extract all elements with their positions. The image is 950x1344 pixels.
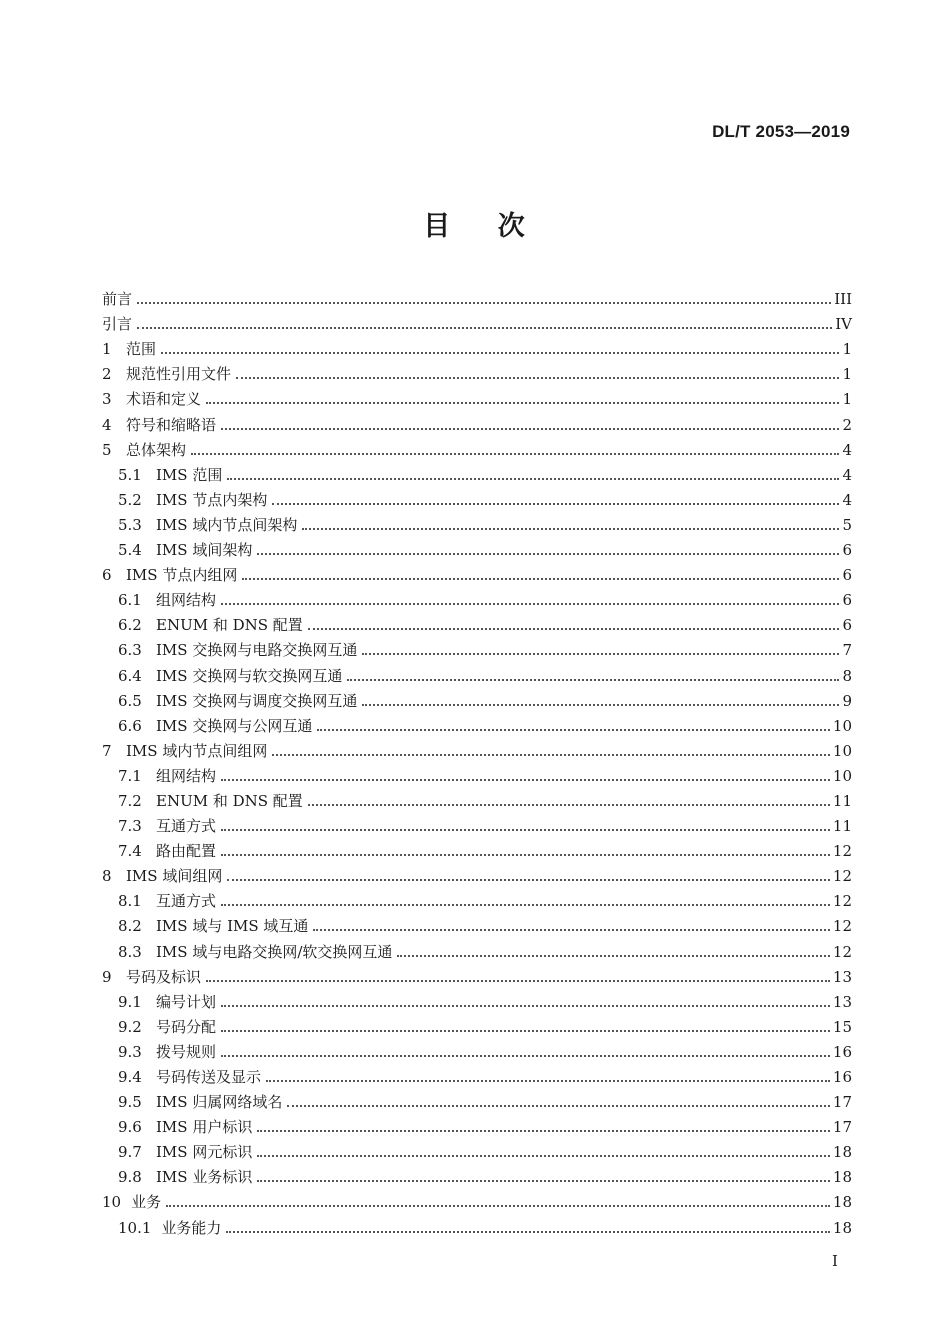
toc-entry[interactable] <box>102 1187 852 1212</box>
toc-entry[interactable] <box>102 987 852 1012</box>
toc-entry-number: 2 <box>102 365 112 384</box>
toc-entry-title: 互通方式 <box>156 892 217 911</box>
toc-dot-leader <box>266 1080 830 1082</box>
toc-dot-leader <box>308 628 839 630</box>
page-title: 目 次 <box>423 211 527 242</box>
toc-entry-page: 10 <box>832 766 852 785</box>
toc-entry[interactable] <box>102 284 852 309</box>
page-number: I <box>832 1252 838 1270</box>
toc-entry[interactable] <box>102 560 852 585</box>
toc-entry-number: 6.1 <box>118 591 142 610</box>
toc-entry-number: 6 <box>102 566 112 585</box>
toc-entry-title: 符号和缩略语 <box>126 415 217 434</box>
toc-entry-title: 号码分配 <box>156 1017 217 1036</box>
toc-entry-title: 前言 <box>102 290 133 309</box>
toc-entry-page: 12 <box>832 892 852 911</box>
toc-entry-title: IMS 域内节点间架构 <box>156 515 298 534</box>
toc-entry-number: 10 <box>102 1193 122 1212</box>
toc-entry[interactable] <box>102 1037 852 1062</box>
toc-entry-page: 18 <box>832 1143 852 1162</box>
toc-entry-number: 9 <box>102 967 112 986</box>
toc-entry[interactable] <box>102 409 852 434</box>
toc-dot-leader <box>221 854 830 856</box>
toc-dot-leader <box>242 578 839 580</box>
toc-entry-number: 9.7 <box>118 1143 142 1162</box>
toc-entry-number: 7.4 <box>118 842 142 861</box>
toc-entry-title: IMS 交换网与软交换网互通 <box>156 666 343 685</box>
toc-entry[interactable] <box>102 811 852 836</box>
toc-dot-leader <box>308 804 830 806</box>
toc-entry-number: 7.3 <box>118 817 142 836</box>
toc-entry[interactable] <box>102 1087 852 1112</box>
toc-entry-page: 12 <box>832 942 852 961</box>
toc-entry-title: IMS 交换网与电路交换网互通 <box>156 641 358 660</box>
toc-entry-title: 规范性引用文件 <box>126 365 232 384</box>
table-of-contents <box>102 284 852 1238</box>
toc-entry-title: 号码传送及显示 <box>156 1068 262 1086</box>
toc-entry-page: 2 <box>842 415 852 434</box>
toc-dot-leader <box>166 1205 830 1207</box>
toc-entry-page: 12 <box>832 917 852 936</box>
toc-entry[interactable] <box>102 1212 852 1237</box>
toc-entry-page: 4 <box>842 465 852 484</box>
toc-entry-number: 5.3 <box>118 515 142 534</box>
toc-entry-number: 7.1 <box>118 766 142 785</box>
toc-entry-title: IMS 交换网与调度交换网互通 <box>156 691 358 710</box>
toc-entry[interactable] <box>102 711 852 736</box>
toc-dot-leader <box>257 1130 830 1132</box>
toc-entry-number: 6.6 <box>118 716 142 735</box>
toc-dot-leader <box>227 478 839 480</box>
toc-entry-page: 17 <box>832 1118 852 1137</box>
toc-dot-leader <box>221 1055 830 1057</box>
toc-entry-page: 5 <box>842 515 852 534</box>
toc-entry-number: 8.1 <box>118 892 142 911</box>
toc-entry[interactable] <box>102 535 852 560</box>
toc-entry-page: 8 <box>842 666 852 685</box>
toc-entry[interactable] <box>102 836 852 861</box>
toc-entry-page: 10 <box>832 741 852 760</box>
toc-entry-page: 12 <box>832 867 852 886</box>
toc-entry-title: ENUM 和 DNS 配置 <box>156 616 303 635</box>
toc-entry[interactable] <box>102 962 852 987</box>
toc-entry-title: 编号计划 <box>156 992 217 1011</box>
toc-entry[interactable] <box>102 585 852 610</box>
toc-entry-title: IMS 交换网与公网互通 <box>156 716 313 735</box>
toc-entry-number: 5.2 <box>118 490 142 509</box>
toc-dot-leader <box>191 453 839 455</box>
toc-entry-title: IMS 节点内架构 <box>156 490 268 509</box>
toc-dot-leader <box>272 503 839 505</box>
toc-entry-title: IMS 域与 IMS 域互通 <box>156 917 309 936</box>
toc-entry-title: 术语和定义 <box>126 390 202 409</box>
toc-entry-title: 拨号规则 <box>156 1042 217 1061</box>
toc-dot-leader <box>257 1180 830 1182</box>
toc-entry-number: 9.3 <box>118 1042 142 1061</box>
toc-entry[interactable] <box>102 936 852 961</box>
toc-entry[interactable] <box>102 686 852 711</box>
toc-entry[interactable] <box>102 510 852 535</box>
toc-entry-page: 6 <box>842 566 852 585</box>
toc-entry-page: 18 <box>832 1193 852 1212</box>
toc-entry[interactable] <box>102 1137 852 1162</box>
toc-dot-leader <box>362 704 839 706</box>
toc-entry[interactable] <box>102 359 852 384</box>
toc-dot-leader <box>257 553 839 555</box>
toc-entry-number: 9.8 <box>118 1168 142 1187</box>
toc-entry-number: 5.1 <box>118 465 142 484</box>
toc-entry-title: IMS 域间架构 <box>156 541 253 560</box>
toc-entry-page: 1 <box>842 365 852 384</box>
toc-entry-page: 6 <box>842 541 852 560</box>
toc-entry-page: 1 <box>842 340 852 359</box>
toc-entry-title: 号码及标识 <box>126 967 202 986</box>
toc-entry[interactable] <box>102 1162 852 1187</box>
toc-dot-leader <box>137 302 831 304</box>
toc-entry-title: IMS 用户标识 <box>156 1118 253 1137</box>
toc-entry-number: 10.1 <box>118 1218 152 1237</box>
toc-dot-leader <box>221 1030 830 1032</box>
toc-entry-page: 10 <box>832 716 852 735</box>
toc-dot-leader <box>287 1105 830 1107</box>
toc-entry-title: IMS 网元标识 <box>156 1143 253 1162</box>
toc-dot-leader <box>313 929 829 931</box>
toc-entry-title: 范围 <box>126 340 157 359</box>
toc-dot-leader <box>227 879 830 881</box>
toc-entry-title: IMS 业务标识 <box>156 1168 253 1187</box>
toc-dot-leader <box>221 779 830 781</box>
document-number: DL/T 2053—2019 <box>712 122 850 141</box>
toc-entry[interactable] <box>102 1012 852 1037</box>
toc-entry-number: 9.2 <box>118 1017 142 1036</box>
toc-entry[interactable] <box>102 736 852 761</box>
toc-dot-leader <box>221 1005 830 1007</box>
toc-entry[interactable] <box>102 435 852 460</box>
toc-entry-number: 6.2 <box>118 616 142 635</box>
toc-entry-page: 9 <box>842 691 852 710</box>
toc-entry-page: 4 <box>842 490 852 509</box>
toc-entry-title: 业务 <box>131 1193 162 1212</box>
toc-entry-title: IMS 域与电路交换网/软交换网互通 <box>156 942 393 961</box>
toc-dot-leader <box>221 904 830 906</box>
toc-entry[interactable] <box>102 1112 852 1137</box>
toc-dot-leader <box>347 679 839 681</box>
toc-entry[interactable] <box>102 761 852 786</box>
toc-entry-number: 8.3 <box>118 942 142 961</box>
toc-entry-page: 13 <box>832 992 852 1011</box>
toc-entry[interactable] <box>102 1062 852 1087</box>
toc-entry-number: 7.2 <box>118 791 142 810</box>
toc-entry[interactable] <box>102 635 852 660</box>
toc-dot-leader <box>206 980 830 982</box>
toc-dot-leader <box>397 955 830 957</box>
toc-entry[interactable] <box>102 485 852 510</box>
toc-entry-page: 15 <box>832 1017 852 1036</box>
toc-entry-number: 5.4 <box>118 541 142 560</box>
toc-entry[interactable] <box>102 460 852 485</box>
toc-entry-page: 11 <box>832 817 852 836</box>
toc-entry-page: 4 <box>842 440 852 459</box>
toc-entry-page: 17 <box>832 1093 852 1112</box>
toc-entry-page: 13 <box>832 967 852 986</box>
toc-entry-title: 组网结构 <box>156 766 217 785</box>
toc-entry[interactable] <box>102 610 852 635</box>
toc-entry-number: 9.4 <box>118 1068 142 1086</box>
toc-entry-page: III <box>834 290 852 309</box>
toc-entry-page: 18 <box>832 1168 852 1187</box>
toc-dot-leader <box>302 528 839 530</box>
toc-entry-title: 总体架构 <box>126 440 187 459</box>
toc-entry[interactable] <box>102 886 852 911</box>
toc-entry-title: IMS 节点内组网 <box>126 566 238 585</box>
toc-entry-number: 9.5 <box>118 1093 142 1112</box>
toc-entry-page: 11 <box>832 791 852 810</box>
toc-entry-page: 6 <box>842 591 852 610</box>
toc-dot-leader <box>236 377 839 379</box>
toc-dot-leader <box>161 352 839 354</box>
toc-entry-page: 12 <box>832 842 852 861</box>
toc-entry-title: IMS 域内节点间组网 <box>126 741 268 760</box>
toc-entry-title: ENUM 和 DNS 配置 <box>156 791 303 810</box>
toc-entry[interactable] <box>102 861 852 886</box>
toc-entry[interactable] <box>102 309 852 334</box>
toc-dot-leader <box>272 754 830 756</box>
toc-dot-leader <box>257 1155 830 1157</box>
toc-entry-title: IMS 归属网络域名 <box>156 1093 283 1112</box>
toc-entry[interactable] <box>102 334 852 359</box>
toc-entry[interactable] <box>102 911 852 936</box>
toc-entry-title: IMS 范围 <box>156 465 223 484</box>
toc-entry-number: 9.1 <box>118 992 142 1011</box>
toc-entry-title: 路由配置 <box>156 842 217 861</box>
toc-entry-page: 18 <box>832 1218 852 1237</box>
toc-dot-leader <box>317 729 830 731</box>
toc-entry-title: 互通方式 <box>156 817 217 836</box>
toc-entry-number: 5 <box>102 440 112 459</box>
toc-entry-number: 1 <box>102 340 112 359</box>
toc-entry-number: 8.2 <box>118 917 142 936</box>
toc-entry-page: 6 <box>842 616 852 635</box>
toc-entry-page: 1 <box>842 390 852 409</box>
toc-entry-title: 引言 <box>102 315 133 334</box>
toc-entry-number: 3 <box>102 390 112 409</box>
toc-entry[interactable] <box>102 384 852 409</box>
toc-entry-number: 6.4 <box>118 666 142 685</box>
toc-entry-number: 6.5 <box>118 691 142 710</box>
toc-entry-page: 16 <box>832 1042 852 1061</box>
toc-dot-leader <box>226 1231 829 1233</box>
toc-entry-page: 16 <box>832 1068 852 1086</box>
toc-entry-title: IMS 域间组网 <box>126 867 223 886</box>
toc-entry-title: 业务能力 <box>161 1218 222 1237</box>
toc-entry-number: 6.3 <box>118 641 142 660</box>
toc-entry-number: 4 <box>102 415 112 434</box>
toc-entry[interactable] <box>102 786 852 811</box>
toc-dot-leader <box>221 603 839 605</box>
toc-entry-page: 7 <box>842 641 852 660</box>
toc-entry-page: IV <box>835 315 852 334</box>
toc-dot-leader <box>206 402 839 404</box>
toc-entry-number: 8 <box>102 867 112 886</box>
toc-entry-number: 9.6 <box>118 1118 142 1137</box>
toc-dot-leader <box>221 829 830 831</box>
toc-entry-number: 7 <box>102 741 112 760</box>
toc-dot-leader <box>137 327 832 329</box>
toc-dot-leader <box>221 428 839 430</box>
toc-dot-leader <box>362 653 839 655</box>
toc-entry-title: 组网结构 <box>156 591 217 610</box>
toc-entry[interactable] <box>102 660 852 685</box>
